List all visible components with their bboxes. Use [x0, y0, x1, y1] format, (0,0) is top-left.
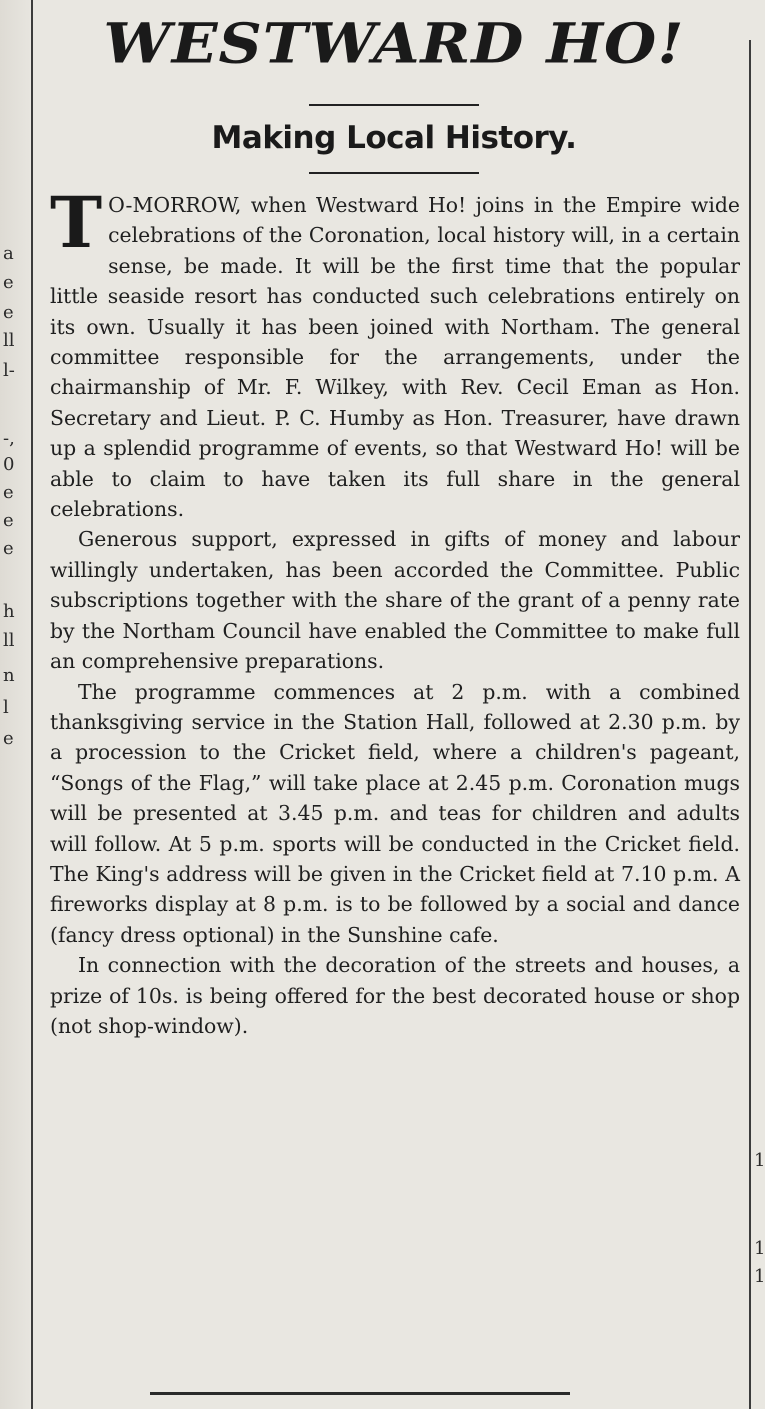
- left-fragment: e: [3, 482, 14, 503]
- paragraph-text: O-MORROW, when Westward Ho! joins in the Empire wide celebrations of the Coronation, local history will, in a certain sense, be made. It will be the first time that the popular little seaside resort has conducted such celebrations entirely on its own. Usually it has been joined with Northam. The general committee responsible for the arrangements, under the chairmanship of Mr. F. Wilkey, with Rev. Cecil Eman as Hon. Secretary and Lieut. P. C. Humby as Hon. Treasurer, have drawn up a splendid programme of events, so that Westward Ho! will be able to claim to have taken its full share in the general celebrations.: [50, 193, 740, 522]
- left-fragment: e: [3, 510, 14, 531]
- column-rule-left: [31, 0, 33, 1409]
- left-fragment: e: [3, 728, 14, 749]
- left-fragment: n: [3, 665, 15, 686]
- right-fragment: 1: [754, 1238, 765, 1259]
- left-fragment: e: [3, 272, 14, 293]
- article: [44, 0, 744, 1409]
- right-fragment: 1: [754, 1150, 765, 1171]
- left-fragment: e: [3, 538, 14, 559]
- left-fragment: h: [3, 601, 15, 622]
- left-fragment: -,: [3, 428, 15, 449]
- article-paragraph: [50, 181, 740, 524]
- left-fragment: ll: [3, 630, 15, 651]
- drop-cap: T: [50, 181, 103, 264]
- article-paragraph: Generous support, expressed in gifts of money and labour willingly undertaken, has been accorded the Committee. Public subscriptions together with the share of the grant of a penny rate by the Northam Council have enabled the Committee to make full an comprehensive preparations.: [50, 527, 740, 674]
- subheadline-rule: [309, 172, 479, 174]
- left-fragment: a: [3, 243, 14, 264]
- left-fragment: e: [3, 302, 14, 323]
- left-fragment: l: [3, 697, 9, 718]
- headline: WESTWARD HO!: [103, 11, 685, 77]
- left-fragment: l-: [3, 360, 15, 381]
- subheadline: Making Local History.: [211, 120, 577, 156]
- left-fragment: 0: [3, 454, 15, 475]
- column-rule-right: [749, 40, 751, 1409]
- article-end-rule: [150, 1392, 570, 1395]
- article-body: [44, 181, 744, 1041]
- article-paragraph: In connection with the decoration of the streets and houses, a prize of 10s. is being offered for the best decorated house or shop (not shop-window).: [50, 953, 740, 1038]
- right-fragment: 1: [754, 1266, 765, 1287]
- article-paragraph: The programme commences at 2 p.m. with a combined thanksgiving service in the Station Hall, followed at 2.30 p.m. by a procession to the Cricket field, where a children's pageant, “Songs of the Flag,” will take place at 2.45 p.m. Coronation mugs will be presented at 3.45 p.m. and teas for children and adults will follow. At 5 p.m. sports will be conducted in the Cricket field. The King's address will be given in the Cricket field at 7.10 p.m. A fireworks display at 8 p.m. is to be followed by a social and dance (fancy dress optional) in the Sunshine cafe.: [50, 679, 740, 947]
- left-fragment: ll: [3, 330, 15, 351]
- headline-rule: [309, 104, 479, 106]
